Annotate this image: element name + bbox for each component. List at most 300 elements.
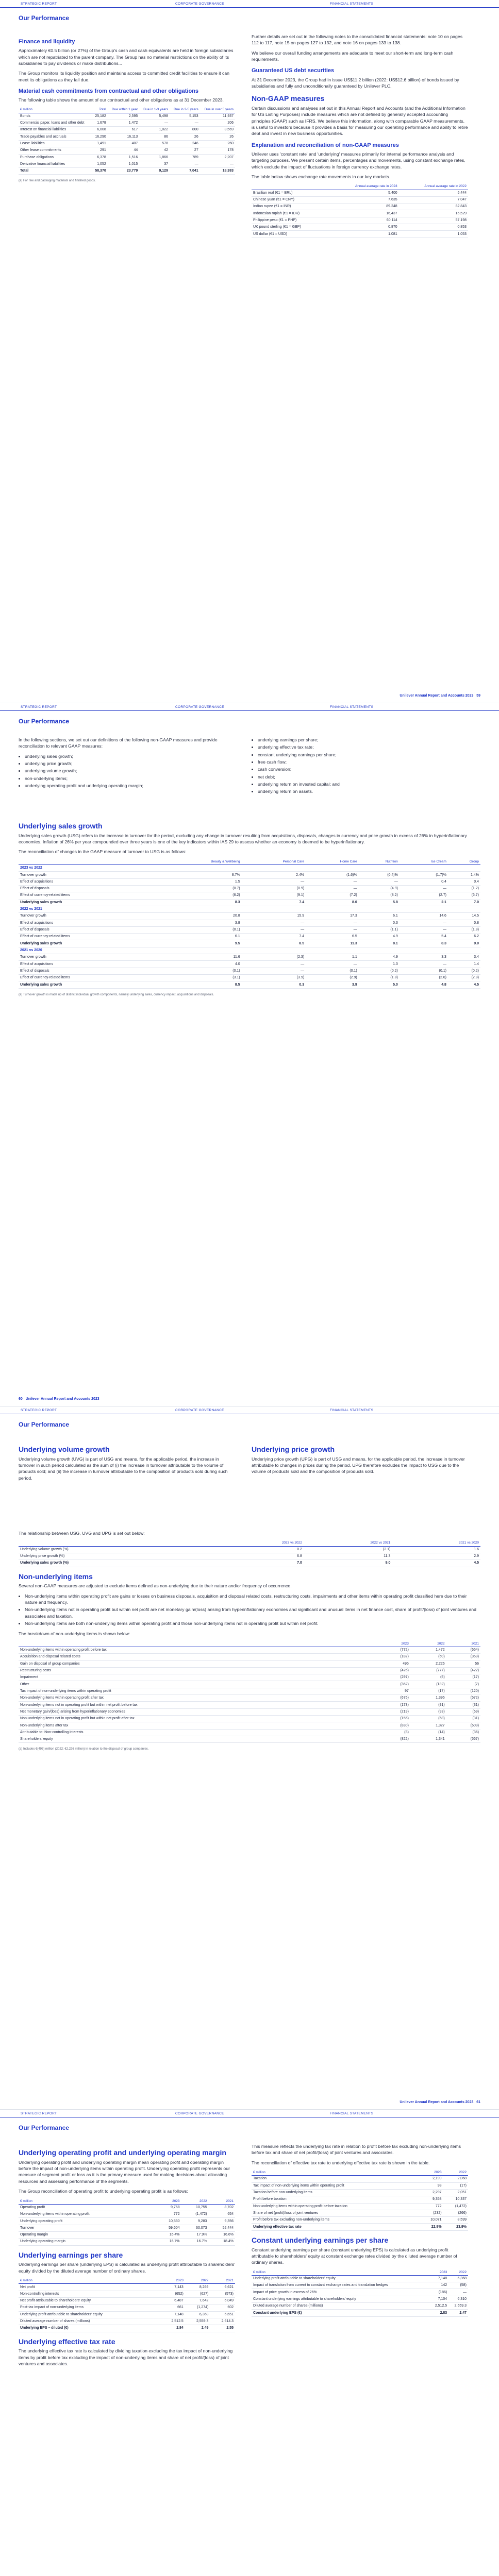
column-header [19, 1641, 376, 1647]
table-row [19, 926, 480, 933]
table-cell: 58,370 [92, 168, 108, 175]
table-cell: (232) [419, 2210, 443, 2216]
nav-strategic-report[interactable]: STRATEGIC REPORT [21, 1408, 57, 1412]
table-cell: 7.635 [329, 196, 398, 203]
column-header: Home Care [306, 859, 359, 865]
list-item: • underlying return on assets. [258, 788, 468, 794]
table-cell: 8.3 [157, 899, 242, 906]
table-header-row [19, 2198, 235, 2205]
non-underlying-heading: Non-underlying items [19, 1572, 93, 1581]
table-cell: 14.5 [448, 913, 480, 920]
table-cell: 2,051 [443, 2189, 468, 2196]
table-row [19, 1654, 480, 1660]
paragraph: Several non-GAAP measures are adjusted to exclude items defined as non-underlying due to their nature and/or frequency of occurrence. [19, 1583, 292, 1589]
list-item: • underlying return on invested capital; and [258, 781, 468, 787]
footer-brand: Unilever Annual Report and Accounts 2023 [400, 694, 474, 698]
table-row [19, 940, 480, 947]
table-cell: — [200, 161, 235, 167]
page-59 [0, 0, 499, 703]
table-cell: 20.8 [157, 913, 242, 920]
table-cell: (297) [376, 1674, 410, 1681]
table-row [19, 1546, 480, 1553]
column-header: Due within 1 year [108, 107, 140, 113]
left-column [19, 33, 235, 187]
nav-strategic-report[interactable]: STRATEGIC REPORT [21, 705, 57, 709]
table-cell: 1.3 [359, 961, 400, 968]
nav-corporate-governance[interactable]: CORPORATE GOVERNANCE [175, 705, 224, 709]
list-item: • constant underlying earnings per share; [258, 752, 468, 758]
column-header: 2022 [443, 2170, 468, 2176]
table-cell: 16.6% [208, 2231, 235, 2238]
table-cell: 4.8 [400, 981, 448, 988]
table-body [19, 2284, 235, 2332]
table-row [19, 2218, 235, 2225]
table-cell: 1.1 [306, 954, 359, 961]
table-cell: — [242, 968, 306, 974]
table-cell: 2.49 [185, 2325, 210, 2332]
table-cell: 15.9 [242, 913, 306, 920]
table-cell: — [306, 926, 359, 933]
column-header: 2021 [208, 2198, 235, 2205]
row-label: Impairment [19, 1674, 376, 1681]
nav-strategic-report[interactable]: STRATEGIC REPORT [21, 2, 57, 6]
column-header: Annual average rate in 2022 [399, 183, 468, 190]
row-label: Profit before taxation [252, 2196, 419, 2203]
table-cell: 11.6 [157, 954, 242, 961]
table-cell: 260 [200, 140, 235, 147]
row-label: Underlying sales growth (%) [19, 1560, 215, 1567]
table-cell: — [242, 920, 306, 926]
table-cell: 2.9 [392, 1553, 480, 1560]
table-cell: 2,559.3 [185, 2318, 210, 2325]
right-column [252, 737, 468, 799]
table-row [19, 920, 480, 926]
table-cell: 17.9% [181, 2231, 209, 2238]
table-cell: (8.2) [359, 892, 400, 899]
table-cell: 6.8 [215, 1553, 304, 1560]
uop-table [19, 2198, 235, 2246]
table-cell: 1,341 [410, 1736, 446, 1742]
table-cell: — [242, 878, 306, 885]
table-cell: (36) [446, 1729, 480, 1736]
table-cell: 5.4 [400, 934, 448, 940]
paragraph: Unilever uses 'constant rate' and 'underlying' measures primarily for internal performance analysis and targeting purposes. We present certain items, percentages and movements, using constant exchange rates, which exclude the impact of fluctuations in foreign currency exchange rates. [252, 151, 465, 170]
table-cell: 1,052 [92, 161, 108, 167]
table-cell: 7.0 [448, 899, 480, 906]
row-label: Underlying sales growth [19, 899, 157, 906]
column-header: Annual average rate in 2023 [329, 183, 398, 190]
row-label: Purchase obligations [19, 154, 92, 161]
table-cell: 1,015 [108, 161, 140, 167]
table-cell: — [306, 885, 359, 892]
row-label: Chinese yuan (€1 = CNY) [252, 196, 329, 203]
table-cell: 3,569 [200, 127, 235, 133]
column-header: 2022 [448, 2269, 468, 2276]
row-label: Trade payables and accruals [19, 133, 92, 140]
row-label: Underlying EPS – diluted (€) [19, 2325, 160, 2332]
table-cell: 86 [139, 133, 170, 140]
table-section-row [19, 906, 480, 912]
footer-brand: Unilever Annual Report and Accounts 2023 [25, 1397, 99, 1401]
column-header: Due in 1-3 years [139, 107, 170, 113]
table-cell: 5.0 [359, 981, 400, 988]
table-header-row [19, 1641, 480, 1647]
table-row [19, 981, 480, 988]
page-number: 60 [19, 1397, 23, 1401]
table-row [19, 113, 235, 120]
table-cell: (1,472) [181, 2211, 209, 2218]
table-cell: — [359, 878, 400, 885]
table-row [19, 2284, 235, 2291]
top-nav [0, 703, 499, 711]
nav-corporate-governance[interactable]: CORPORATE GOVERNANCE [175, 2111, 224, 2115]
table-cell: 1.053 [399, 231, 468, 238]
table-cell: (8) [376, 1729, 410, 1736]
table-cell: 98 [419, 2182, 443, 2189]
row-label: Non-controlling interests [19, 2291, 160, 2297]
table-body [252, 190, 468, 238]
table-cell: (266) [443, 2210, 468, 2216]
table-cell: 6,049 [210, 2297, 235, 2304]
table-row [19, 1716, 480, 1722]
table-cell: 7,104 [429, 2296, 448, 2302]
row-label: Other [19, 1681, 376, 1688]
table-cell: — [170, 161, 200, 167]
table-cell: — [400, 885, 448, 892]
table-cell: (58) [448, 2282, 468, 2289]
row-label: Operating margin [19, 2231, 155, 2238]
table-cell: 8.5 [242, 940, 306, 947]
table-cell: 6,651 [210, 2311, 235, 2318]
table-cell: 6,368 [185, 2311, 210, 2318]
table-cell: (31) [446, 1702, 480, 1708]
table-row [19, 1660, 480, 1667]
table-cell: 0.4 [448, 878, 480, 885]
row-label: Effect of disposals [19, 885, 157, 892]
table-cell: 1.081 [329, 231, 398, 238]
column-header: 2023 [419, 2170, 443, 2176]
table-row [19, 1681, 480, 1688]
table-row [19, 2325, 235, 2332]
row-label: Effect of acquisitions [19, 878, 157, 885]
table-cell: 800 [170, 127, 200, 133]
table-cell: 661 [160, 2304, 185, 2311]
table-header-row [252, 2269, 468, 2276]
table-note: (a) Turnover growth is made up of distinct individual growth components, namely underlying sales, currency impact, acquisitions and disposals. [19, 993, 214, 996]
nav-financial-statements[interactable]: FINANCIAL STATEMENTS [330, 705, 374, 709]
table-cell: — [400, 926, 448, 933]
row-label: Interest on financial liabilities [19, 127, 92, 133]
column-header: 2023 [376, 1641, 410, 1647]
section-title: Our Performance [19, 2124, 70, 2131]
table-row [19, 885, 480, 892]
paragraph: The Group monitors its liquidity position and maintains access to committed credit facilities to ensure it can meet its obligations as they fall due. [19, 71, 229, 82]
table-row [252, 204, 468, 210]
table-row [252, 217, 468, 224]
table-cell: (0.4)% [359, 872, 400, 878]
column-header [19, 1540, 215, 1546]
row-label: Non-underlying items within operating profit [19, 2211, 155, 2218]
table-row [19, 2311, 235, 2318]
table-cell: 18,383 [200, 168, 235, 175]
table-cell: (0.9) [242, 885, 306, 892]
table-cell: (69) [446, 1708, 480, 1715]
table-cell: (654) [446, 1647, 480, 1653]
table-cell: 291 [92, 147, 108, 154]
table-row [19, 954, 480, 961]
footer-brand: Unilever Annual Report and Accounts 2023 [400, 2100, 474, 2104]
relationship-section [19, 1530, 480, 1754]
table-cell: 2.4% [242, 872, 306, 878]
paragraph: Underlying price growth (UPG) is part of USG and means, for the applicable period, the increase in turnover attributable to changes in prices during the period. UPG therefore excludes the impact to USG due to the volume of products sold and the composition of products sold. [252, 1456, 465, 1475]
table-cell: (5) [410, 1674, 446, 1681]
table-cell: (675) [376, 1695, 410, 1702]
table-body [19, 865, 480, 989]
table-cell: 7,148 [160, 2311, 185, 2318]
table-row [252, 196, 468, 203]
row-label: Impact of translation from current to constant exchange rates and translation hedges [252, 2282, 429, 2289]
paragraph: Constant underlying earnings per share (constant underlying EPS) is calculated as underlying profit attributable to shareholders' equity at constant exchange rates divided by the diluted average number of ordinary shares. [252, 2247, 457, 2265]
table-cell: 37 [139, 161, 170, 167]
table-row [252, 210, 468, 217]
table-row [19, 1722, 480, 1729]
table-row [252, 2275, 468, 2282]
table-cell: 1,678 [92, 120, 108, 126]
table-cell: 2,512.5 [429, 2303, 448, 2310]
table-cell: 56 [446, 1660, 480, 1667]
row-label: Bonds [19, 113, 92, 120]
table-cell: 89.248 [329, 204, 398, 210]
table-row [19, 1688, 480, 1694]
table-cell: 9,129 [139, 168, 170, 175]
column-header: Due in over 5 years [200, 107, 235, 113]
table-cell: 654 [208, 2211, 235, 2218]
table-cell: (0.7) [157, 885, 242, 892]
list-item: • Non-underlying items within operating profit are gains or losses on business disposals, acquisition and disposal related costs, restructuring costs, impairments and other items within operating profit classified here due to their nature and frequency. [25, 1593, 480, 1606]
table-row [19, 975, 480, 981]
row-label: Tax impact of non-underlying items within operating profit [252, 2182, 419, 2189]
list-item: • underlying effective tax rate; [258, 744, 468, 750]
table-cell: 6,621 [210, 2284, 235, 2291]
table-cell: 0.853 [399, 224, 468, 231]
uop-heading: Underlying operating profit and underlying operating margin [19, 2148, 226, 2157]
table-cell: — [306, 961, 359, 968]
uvg-heading: Underlying volume growth [19, 1445, 110, 1453]
section-label: 2021 vs 2020 [19, 947, 480, 954]
table-cell: 3.4 [448, 954, 480, 961]
column-header: 2021 vs 2020 [392, 1540, 480, 1546]
row-label: Net profit [19, 2284, 160, 2291]
table-cell: (1.1) [359, 926, 400, 933]
finance-liquidity-heading: Finance and liquidity [19, 39, 75, 45]
table-cell: 772 [155, 2211, 181, 2218]
table-note: (a) Includes €(495) million (2022: €2,226 million) in relation to the disposal of group companies. [19, 1748, 149, 1751]
nav-corporate-governance[interactable]: CORPORATE GOVERNANCE [175, 2, 224, 6]
table-cell: 6.5 [306, 934, 359, 940]
nav-financial-statements[interactable]: FINANCIAL STATEMENTS [330, 1408, 374, 1412]
table-cell: 2.47 [448, 2310, 468, 2316]
nav-financial-statements[interactable]: FINANCIAL STATEMENTS [330, 2111, 374, 2115]
table-cell: 5.444 [399, 190, 468, 196]
usg-heading: Underlying sales growth [19, 822, 103, 830]
right-column [252, 33, 468, 242]
column-header: 2022 [410, 1641, 446, 1647]
table-row [252, 2289, 468, 2296]
table-cell: (68) [410, 1716, 446, 1722]
tax-table [252, 2170, 468, 2231]
paragraph: Approximately €0.5 billion (or 27%) of the Group's cash and cash equivalents are held in foreign subsidiaries which are not repatriated to the parent company. The Group has no material restrictions on the ability of its subsidiaries to pay dividends or make distributions... [19, 48, 234, 66]
table-cell: 246 [170, 140, 200, 147]
right-column [252, 1440, 468, 1479]
list-item: • Non-underlying items not in operating profit but within net profit are net monetary gain/(loss) arising from hyperinflationary economies and significant and unusual items in net finance cost, share of profit/(loss) of joint ventures and associates and taxation. [25, 1606, 480, 1619]
table-cell: (7.2) [306, 892, 359, 899]
column-header: 2022 [181, 2198, 209, 2205]
table-cell: 9,758 [155, 2204, 181, 2211]
table-cell: (120) [446, 1688, 480, 1694]
row-label: Underlying sales growth [19, 981, 157, 988]
table-cell: 789 [170, 154, 200, 161]
table-cell: (822) [376, 1736, 410, 1742]
table-cell: (173) [376, 1702, 410, 1708]
table-row [19, 1560, 480, 1567]
material-cash-heading: Material cash commitments from contractual and other obligations [19, 88, 199, 94]
table-row [19, 140, 235, 147]
table-cell: (93) [410, 1708, 446, 1715]
table-cell: 44 [108, 147, 140, 154]
paragraph: The reconciliation of effective tax rate to underlying effective tax rate is shown in the table. [252, 2160, 430, 2165]
table-row [252, 224, 468, 231]
row-label: Attributable to: Non-controlling interests [19, 1729, 376, 1736]
nav-corporate-governance[interactable]: CORPORATE GOVERNANCE [175, 1408, 224, 1412]
paragraph: This measure reflects the underlying tax rate in relation to profit before tax excluding non-underlying items before tax and share of net profit/(loss) of joint ventures and associates. [252, 2144, 461, 2156]
row-label: Diluted average number of shares (millions) [19, 2318, 160, 2325]
table-cell: 59,604 [155, 2225, 181, 2231]
row-label: Other lease commitments [19, 147, 92, 154]
table-cell: 7.047 [399, 196, 468, 203]
table-cell: (17) [410, 1688, 446, 1694]
left-column [19, 1440, 235, 1485]
list-item: • underlying price growth; [25, 760, 235, 767]
table-row [252, 2224, 468, 2230]
nav-strategic-report[interactable]: STRATEGIC REPORT [21, 2111, 57, 2115]
table-cell: (627) [185, 2291, 210, 2297]
table-cell: 6.1 [157, 934, 242, 940]
paragraph: The following table shows the amount of our contractual and other obligations as at 31 December 2023. [19, 97, 224, 103]
measures-list [19, 753, 235, 789]
table-row [252, 2296, 468, 2302]
table-cell: 6,368 [448, 2275, 468, 2282]
paragraph: Further details are set out in the following notes to the consolidated financial statements: note 10 on pages 112 to 117, note 15 on pages 127 to 132, and note 16 on pages 133 to 138. [252, 34, 463, 46]
column-header: € million [19, 107, 92, 113]
table-cell: (2.1) [304, 1546, 392, 1553]
table-header-row [252, 2170, 468, 2176]
table-row [19, 154, 235, 161]
table-row [19, 168, 235, 175]
table-cell: 16,290 [92, 133, 108, 140]
row-label: Underlying sales growth [19, 940, 157, 947]
table-section-row [19, 947, 480, 954]
column-header: € million [252, 2269, 429, 2276]
table-cell: 16,113 [108, 133, 140, 140]
table-cell: 11.3 [304, 1553, 392, 1560]
list-item: • cash conversion; [258, 766, 468, 772]
table-row [19, 2231, 235, 2238]
row-label: Taxation before non-underlying items [252, 2189, 419, 2196]
paragraph: Underlying volume growth (UVG) is part of USG and means, for the applicable period, the increase in turnover in such period calculated as the sum of (i) the increase in turnover attributable to the volume of products sold; and (ii) the increase in turnover attributable to the composition of products sold during such period. [19, 1456, 228, 1481]
table-cell: 2,207 [200, 154, 235, 161]
table-cell: 8.3 [400, 940, 448, 947]
table-cell: (0.2) [448, 968, 480, 974]
table-cell: 5,153 [170, 113, 200, 120]
table-cell: 6.2 [448, 934, 480, 940]
table-row [252, 2303, 468, 2310]
row-label: Effect of currency-related items [19, 975, 157, 981]
paragraph: Underlying earnings per share (underlying EPS) is calculated as underlying profit attributable to shareholders' equity divided by the diluted average number of ordinary shares. [19, 2262, 235, 2274]
row-label: Shareholders' equity [19, 1736, 376, 1742]
upg-heading: Underlying price growth [252, 1445, 335, 1453]
row-label: Constant underlying earnings attributable to shareholders' equity [252, 2296, 429, 2302]
table-cell: 6,310 [448, 2296, 468, 2302]
top-nav [0, 0, 499, 8]
row-label: Indian rupee (€1 = INR) [252, 204, 329, 210]
row-label: UK pound sterling (€1 = GBP) [252, 224, 329, 231]
table-cell: 16.4% [155, 2231, 181, 2238]
table-cell: (567) [446, 1736, 480, 1742]
row-label: Post-tax impact of non-underlying items [19, 2304, 160, 2311]
table-cell: — [242, 961, 306, 968]
table-row [19, 133, 235, 140]
paragraph: Underlying sales growth (USG) refers to the increase in turnover for the period, excluding any change in turnover resulting from acquisitions, disposals, changes in currency and price growth in excess of 26% in hyperinflationary economies. Inflation of 26% per year compounded over three years is one of the key indicators within IAS 29 to assess whether an economy is deemed to be hyperinflationary. [19, 833, 467, 845]
top-nav [0, 1406, 499, 1414]
row-label: US dollar (€1 = USD) [252, 231, 329, 238]
column-header: 2023 [429, 2269, 448, 2276]
table-row [19, 1553, 480, 1560]
table-cell: 23,779 [108, 168, 140, 175]
column-header: 2022 vs 2021 [304, 1540, 392, 1546]
table-row [19, 161, 235, 167]
table-row [252, 2182, 468, 2189]
table-cell: 42 [139, 147, 170, 154]
list-item: • Non-underlying items are both non-underlying items within operating profit and those non-underlying items not in operating profit but within net profit. [25, 1620, 480, 1626]
nav-financial-statements[interactable]: FINANCIAL STATEMENTS [330, 2, 374, 6]
row-label: Effect of acquisitions [19, 920, 157, 926]
table-row [19, 1729, 480, 1736]
table-cell: 17.3 [306, 913, 359, 920]
table-cell: (17) [446, 1674, 480, 1681]
table-cell: 6,487 [160, 2297, 185, 2304]
table-cell: (572) [446, 1695, 480, 1702]
table-cell: 9,356 [208, 2218, 235, 2225]
table-cell: 9.5 [157, 940, 242, 947]
table-cell: 7.4 [242, 934, 306, 940]
row-label: Tax impact of non-underlying items within operating profit [19, 1688, 376, 1694]
table-row [19, 2225, 235, 2231]
row-label: Effect of disposals [19, 968, 157, 974]
section-title: Our Performance [19, 718, 70, 725]
fx-rates-table [252, 183, 468, 238]
table-cell: 1,491 [92, 140, 108, 147]
table-cell: (9.1) [242, 892, 306, 899]
list-item: • underlying earnings per share; [258, 737, 468, 743]
ueps-table [19, 2278, 235, 2332]
table-cell: (422) [446, 1667, 480, 1674]
row-label: Turnover growth [19, 872, 157, 878]
row-label: Net profit attributable to shareholders' equity [19, 2297, 160, 2304]
table-cell: 2.84 [160, 2325, 185, 2332]
table-row [19, 2291, 235, 2297]
section-title: Our Performance [19, 14, 70, 22]
top-nav [0, 2110, 499, 2117]
